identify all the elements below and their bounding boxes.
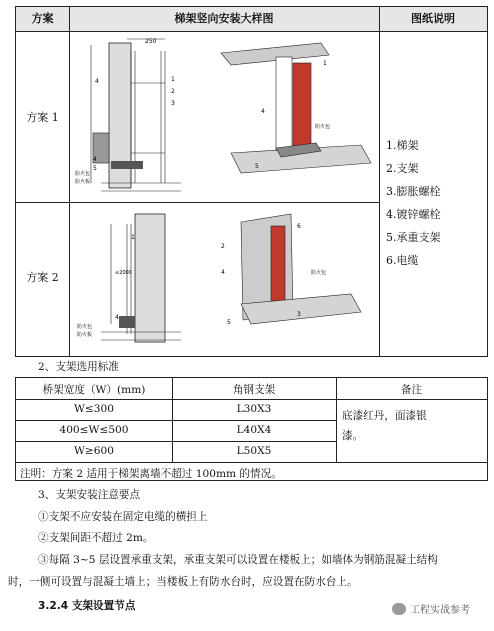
section-2-title: 2、支架选用标准 bbox=[38, 361, 119, 373]
row-divider bbox=[16, 202, 379, 203]
header-remark: 备注 bbox=[400, 384, 423, 396]
dim-250-label: 250 bbox=[145, 38, 157, 45]
fire-sill-label: 防火包 bbox=[77, 324, 93, 330]
callout-5: 5 bbox=[227, 319, 231, 326]
point-1: ①支架不应安装在固定电缆的横担上 bbox=[38, 511, 208, 523]
scheme-2-drawing bbox=[71, 204, 377, 354]
callout-2: 2 bbox=[221, 243, 225, 250]
table-cell-angle: L40X4 bbox=[236, 424, 272, 436]
table-cell-width: 400≤W≤500 bbox=[59, 424, 129, 436]
legend-item: 6.电缆 bbox=[386, 254, 419, 267]
fire-sill-label: 防火包 bbox=[311, 270, 327, 276]
watermark bbox=[392, 601, 470, 616]
wechat-icon bbox=[392, 603, 406, 615]
callout-3: 3 bbox=[171, 100, 175, 107]
scheme-1-drawing bbox=[71, 33, 377, 201]
row-divider bbox=[16, 420, 336, 421]
fire-sill-label: 防火包 bbox=[75, 171, 91, 177]
callout-4: 4 bbox=[115, 314, 119, 321]
callout-4: 4 bbox=[95, 78, 99, 85]
table-cell-width: W≤300 bbox=[74, 403, 114, 415]
callout-4: 4 bbox=[93, 156, 97, 163]
callout-3: 3 bbox=[297, 311, 301, 318]
fire-board-label: 防火板 bbox=[77, 332, 93, 338]
col-divider bbox=[379, 7, 380, 356]
dim-2000-label: ≤2000 bbox=[115, 270, 132, 276]
remark-text: 漆。 bbox=[342, 430, 364, 442]
callout-1: 1 bbox=[171, 76, 175, 83]
callout-2: 2 bbox=[171, 88, 175, 95]
watermark-text: 工程实战参考 bbox=[410, 605, 470, 616]
section-324-title: 3.2.4 支架设置节点 bbox=[38, 600, 136, 612]
fire-board-label: 防火板 bbox=[75, 179, 91, 185]
callout-5: 5 bbox=[255, 163, 259, 170]
fire-sill-label: 防火包 bbox=[315, 124, 331, 130]
point-3: ③每隔 3~5 层设置承重支架，承重支架可以设置在楼板上；如墙体为钢筋混凝土结构 bbox=[38, 554, 438, 566]
table-cell-width: W≥600 bbox=[74, 445, 114, 457]
scheme-table-header bbox=[16, 7, 487, 32]
table-cell-angle: L30X3 bbox=[236, 403, 272, 415]
bracket-table bbox=[15, 377, 488, 481]
callout-4: 4 bbox=[221, 269, 225, 276]
scheme-1-label: 方案 1 bbox=[26, 111, 59, 124]
row-divider bbox=[16, 462, 487, 463]
point-3-cont: 时，一侧可设置与混凝土墙上；当楼板上有防水台时，应设置在防水台上。 bbox=[8, 576, 358, 588]
header-notes: 图纸说明 bbox=[411, 12, 455, 25]
callout-5: 5 bbox=[93, 165, 97, 172]
callout-1: 1 bbox=[131, 234, 135, 241]
section-3-title: 3、支架安装注意要点 bbox=[38, 489, 141, 501]
header-width: 桥架宽度（W）(mm) bbox=[42, 384, 146, 396]
point-2: ②支架间距不超过 2m。 bbox=[38, 532, 154, 544]
scheme-2-label: 方案 2 bbox=[26, 271, 59, 284]
table-cell-angle: L50X5 bbox=[236, 445, 272, 457]
legend-item: 3.膨胀螺栓 bbox=[386, 185, 441, 198]
remark-text: 底漆红丹，面漆银 bbox=[342, 410, 427, 422]
legend-item: 2.支架 bbox=[386, 162, 419, 175]
callout-1: 1 bbox=[323, 60, 327, 67]
legend-item: 4.镀锌螺栓 bbox=[386, 208, 441, 221]
row-divider bbox=[16, 399, 487, 400]
legend-item: 1.梯架 bbox=[386, 139, 419, 152]
row-divider bbox=[16, 441, 336, 442]
header-scheme: 方案 bbox=[31, 12, 54, 25]
header-drawing: 梯架竖向安装大样图 bbox=[174, 12, 274, 25]
scheme-table bbox=[15, 6, 488, 357]
callout-4: 4 bbox=[261, 108, 265, 115]
table-note: 注明：方案 2 适用于梯架离墙不超过 100mm 的情况。 bbox=[20, 468, 282, 480]
legend-item: 5.承重支架 bbox=[386, 231, 441, 244]
header-angle: 角钢支架 bbox=[232, 384, 276, 396]
callout-6: 6 bbox=[297, 223, 301, 230]
col-divider bbox=[69, 7, 70, 356]
